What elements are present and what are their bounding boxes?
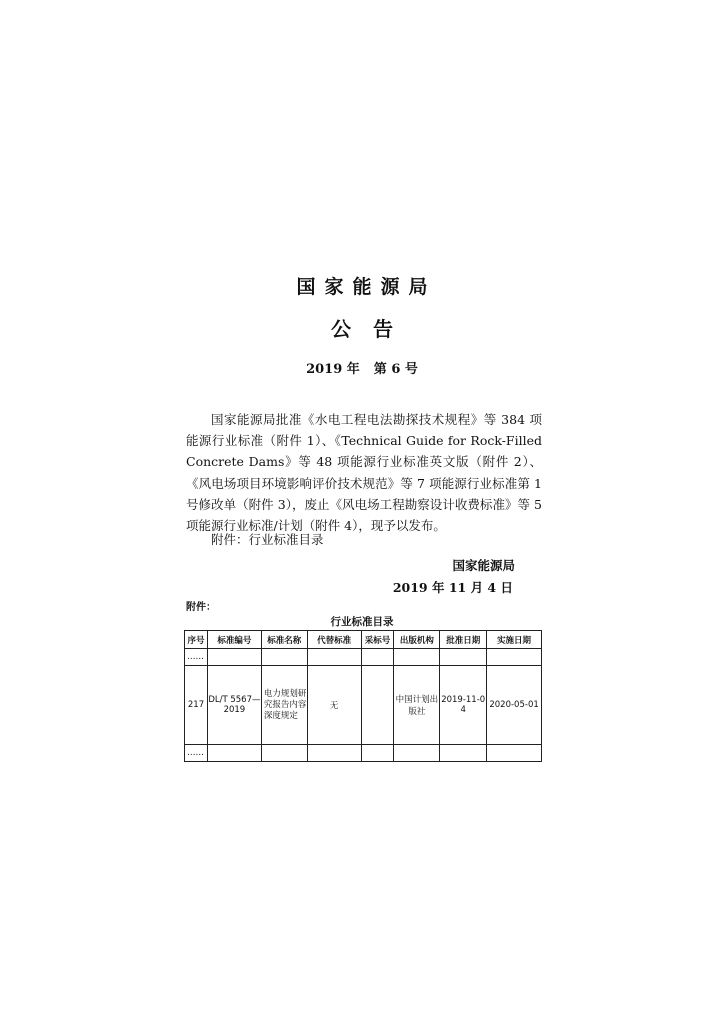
signature-org: 国家能源局 (452, 558, 515, 573)
cell-adopted (361, 666, 394, 745)
cell-replaces: 无 (307, 666, 361, 745)
table-row (185, 666, 542, 745)
cell-code: DL/T 5567—2019 (207, 666, 261, 745)
attachment-line: 附件：行业标准目录 (211, 532, 324, 547)
standards-table (184, 630, 542, 762)
cell-name: 电力规划研究报告内容深度规定 (261, 666, 307, 745)
announcement-body (186, 409, 542, 536)
issuing-org-heading: 国家能源局 (296, 276, 437, 298)
cell-approved: 2019-11-04 (440, 666, 487, 745)
cell-effective: 2020-05-01 (487, 666, 542, 745)
col-header-code: 标准编号 (207, 631, 261, 649)
col-header-seq: 序号 (185, 631, 208, 649)
col-header-approved: 批准日期 (440, 631, 487, 649)
cell-seq: 217 (185, 666, 208, 745)
signature-date: 2019 年 11 月 4 日 (392, 580, 513, 595)
issue-year: 2019 年 (306, 362, 360, 377)
appendix-label: 附件： (186, 602, 216, 613)
appendix-table-title: 行业标准目录 (330, 616, 394, 628)
table-row (185, 745, 542, 762)
cell-publisher: 中国计划出版社 (394, 666, 440, 745)
issue-number (0, 358, 724, 377)
table-header-row (185, 631, 542, 649)
col-header-adopted: 采标号 (361, 631, 394, 649)
col-header-replaces: 代替标准 (307, 631, 361, 649)
col-header-name: 标准名称 (261, 631, 307, 649)
col-header-publisher: 出版机构 (394, 631, 440, 649)
announcement-paragraph: 国家能源局批准《水电工程电法勘探技术规程》等 384 项能源行业标准（附件 1）、《Technical Guide for Rock-Filled Concrete Dams》等 48 项能源行业标准英文版（附件 2）、《风电场项目环境影响评价技术规范》等 7 项能源行业标准第 1 号修改单（附件 3），废止《风电场工程勘察设计收费标准》等 5 项能源行业标准/计划（附件 4），现予以发布。 (186, 412, 542, 534)
issue-no: 第 6 号 (373, 362, 418, 377)
table-row (185, 649, 542, 666)
col-header-effective: 实施日期 (487, 631, 542, 649)
ellipsis-cell: …… (185, 745, 208, 762)
doc-type-heading: 公告 (331, 317, 415, 341)
ellipsis-cell: …… (185, 649, 208, 666)
